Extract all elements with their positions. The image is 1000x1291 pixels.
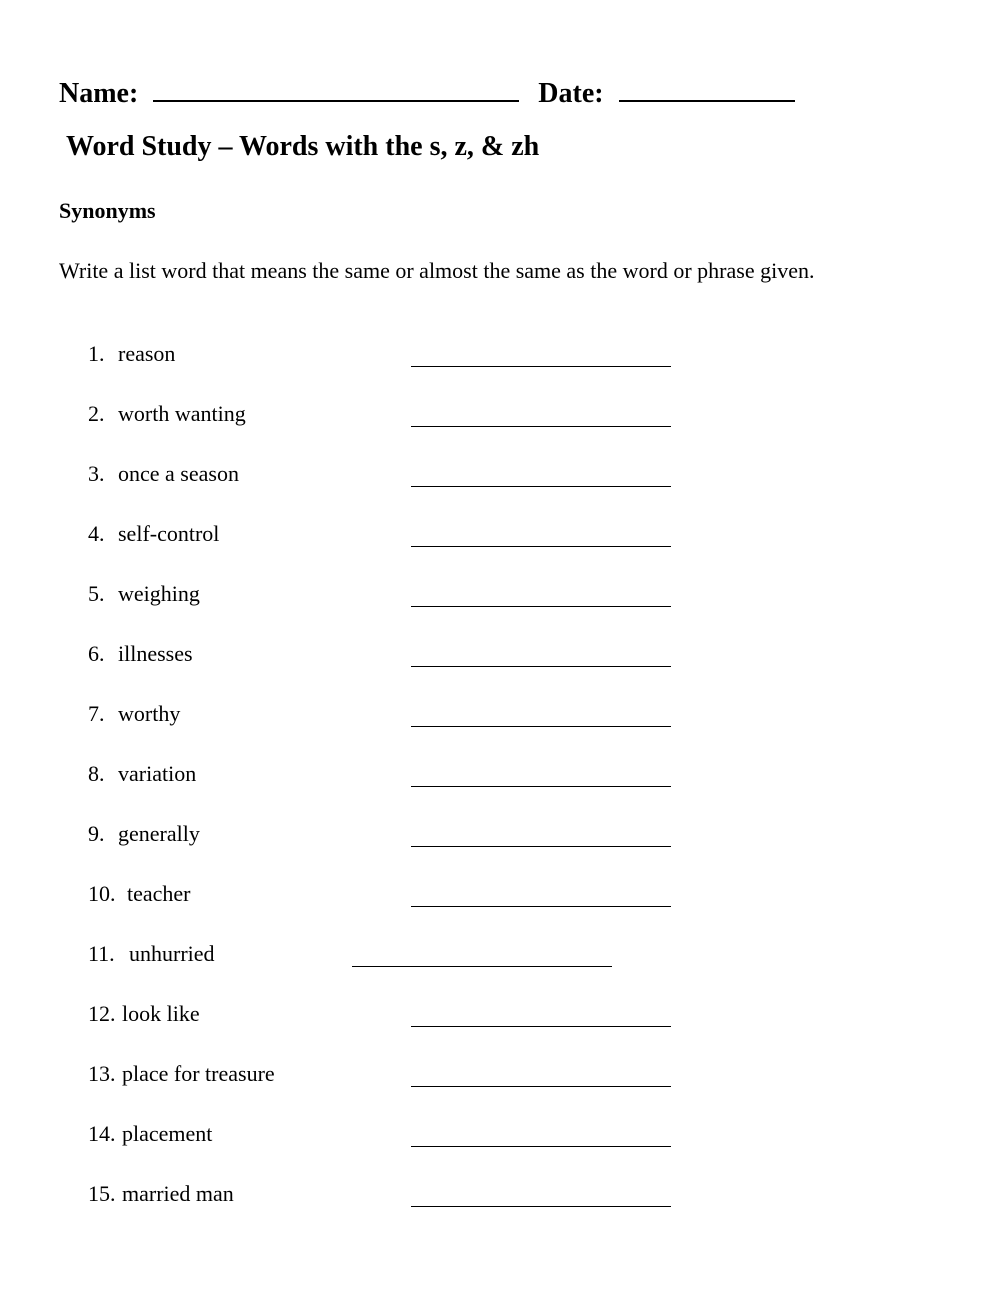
answer-blank[interactable] [411,546,671,547]
date-field[interactable] [619,78,795,102]
item-number: 11. [88,941,115,966]
item-number: 8. [88,761,105,786]
item-word: variation [118,761,197,786]
item-number: 7. [88,701,105,726]
answer-blank[interactable] [411,906,671,907]
answer-blank[interactable] [352,966,612,967]
item-word: unhurried [129,941,215,966]
item-word: generally [118,821,200,846]
answer-blank[interactable] [411,666,671,667]
item-word: teacher [127,881,191,906]
answer-blank[interactable] [411,486,671,487]
header-row [59,78,795,110]
item-word: place for treasure [122,1061,275,1086]
instructions: Write a list word that means the same or almost the same as the word or phrase given. [59,258,815,283]
list-item [0,401,1000,441]
list-item [0,1001,1000,1041]
item-word: self-control [118,521,220,546]
list-item [0,701,1000,741]
answer-blank[interactable] [411,426,671,427]
item-number: 4. [88,521,105,546]
item-number: 13. [88,1061,116,1086]
list-item [0,1121,1000,1161]
answer-blank[interactable] [411,606,671,607]
item-word: worthy [118,701,181,726]
list-item [0,881,1000,921]
list-item [0,581,1000,621]
list-item [0,1181,1000,1221]
item-number: 15. [88,1181,116,1206]
list-item [0,1061,1000,1101]
item-number: 9. [88,821,105,846]
item-number: 14. [88,1121,116,1146]
list-item [0,341,1000,381]
item-word: look like [122,1001,200,1026]
item-word: married man [122,1181,234,1206]
section-heading: Synonyms [59,198,156,223]
item-word: once a season [118,461,239,486]
list-item [0,941,1000,981]
answer-blank[interactable] [411,1086,671,1087]
item-word: placement [122,1121,213,1146]
list-item [0,641,1000,681]
answer-blank[interactable] [411,726,671,727]
list-item [0,461,1000,501]
list-item [0,761,1000,801]
name-label: Name: [59,78,139,109]
item-number: 10. [88,881,116,906]
item-word: reason [118,341,176,366]
name-field[interactable] [153,78,519,102]
list-item [0,521,1000,561]
answer-blank[interactable] [411,366,671,367]
answer-blank[interactable] [411,1206,671,1207]
item-number: 5. [88,581,105,606]
list-item [0,821,1000,861]
item-number: 3. [88,461,105,486]
item-word: worth wanting [118,401,246,426]
item-word: illnesses [118,641,193,666]
answer-blank[interactable] [411,1026,671,1027]
item-number: 2. [88,401,105,426]
item-number: 6. [88,641,105,666]
answer-blank[interactable] [411,786,671,787]
page-title: Word Study – Words with the s, z, & zh [66,131,540,162]
date-label: Date: [538,78,604,109]
answer-blank[interactable] [411,1146,671,1147]
item-number: 12. [88,1001,116,1026]
answer-blank[interactable] [411,846,671,847]
item-word: weighing [118,581,200,606]
item-number: 1. [88,341,105,366]
